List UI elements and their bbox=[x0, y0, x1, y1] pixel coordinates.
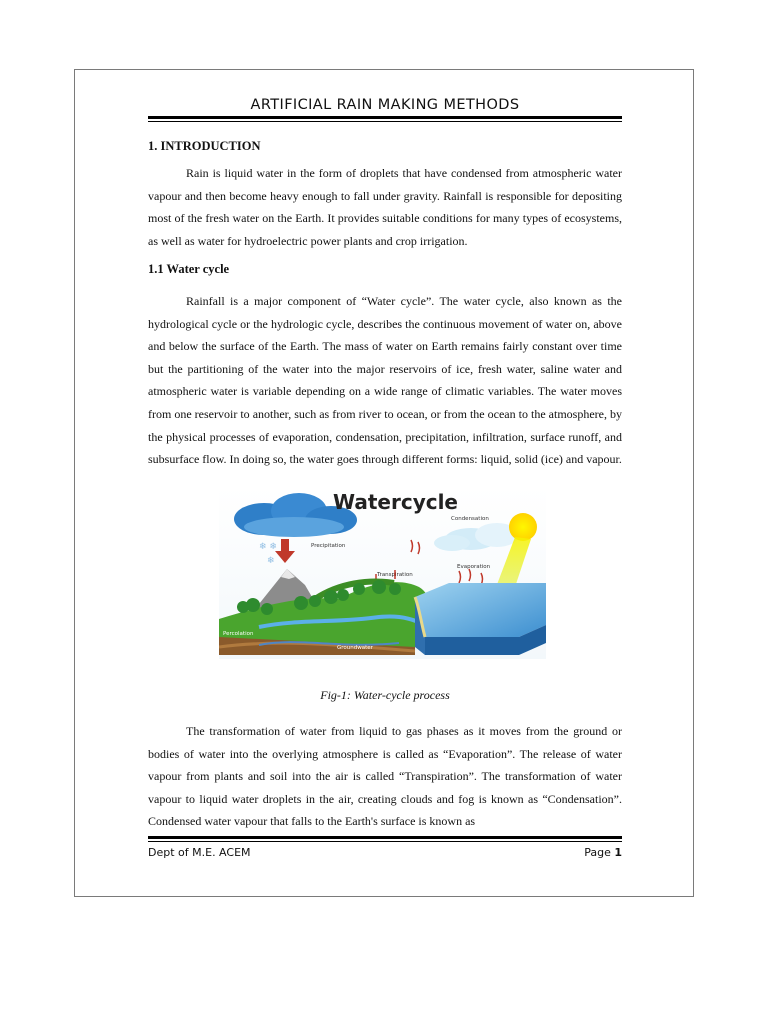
header-rule-thin bbox=[148, 121, 622, 122]
label-condensation: Condensation bbox=[451, 516, 489, 522]
svg-text:❄ ❄: ❄ ❄ bbox=[259, 542, 277, 552]
header-rule-thick bbox=[148, 116, 622, 119]
footer-department: Dept of M.E. ACEM bbox=[148, 846, 251, 859]
water-cycle-paragraph: Rainfall is a major component of “Water cycle”. The water cycle, also known as the hydrological cycle or the hydrologic cycle, describes the continuous movement of water on, above and below the surface of the Earth. The mass of water on Earth remains fairly constant over time but the partitioning of the water into the major reservoirs of ice, fresh water, saline water and atmospheric water is variable depending on a wide range of climatic variables. The water moves from one reservoir to another, such as from river to ocean, or from the ocean to the atmosphere, by the physical processes of evaporation, condensation, precipitation, infiltration, surface runoff, and subsurface flow. In doing so, the water goes through different forms: liquid, solid (ice) and vapour. bbox=[148, 294, 622, 467]
section-heading-water-cycle: 1.1 Water cycle bbox=[148, 262, 230, 276]
label-transpiration: Transpiration bbox=[377, 572, 413, 578]
footer-rule-thin bbox=[148, 841, 622, 842]
page-number: 1 bbox=[614, 846, 622, 859]
label-groundwater: Groundwater bbox=[337, 645, 373, 651]
water-cycle-figure bbox=[219, 487, 546, 659]
svg-text:❄: ❄ bbox=[267, 556, 275, 566]
transformation-paragraph: The transformation of water from liquid to gas phases as it moves from the ground or bodies of water into the overlying atmosphere is called as “Evaporation”. The release of water vapour from plants and soil into the air is called “Transpiration”. The transformation of water vapour to liquid water droplets in the air, creating clouds and fog is known as “Condensation”. Condensed water vapour that falls to the Earth's surface is known as bbox=[148, 724, 622, 829]
footer-page-number bbox=[584, 846, 622, 859]
figure-caption: Fig-1: Water-cycle process bbox=[320, 688, 450, 702]
sun-illustration bbox=[509, 513, 537, 541]
label-precipitation: Precipitation bbox=[311, 543, 346, 549]
document-title: ARTIFICIAL RAIN MAKING METHODS bbox=[250, 97, 520, 113]
intro-paragraph: Rain is liquid water in the form of droplets that have condensed from atmospheric water vapour and then become heavy enough to fall under gravity. Rainfall is responsible for depositing most of the fresh water on the Earth. It provides suitable conditions for many types of ecosystems, as well as water for hydroelectric power plants and crop irrigation. bbox=[148, 166, 622, 248]
footer-rule-thick bbox=[148, 836, 622, 839]
label-percolation: Percolation bbox=[223, 631, 254, 637]
figure-title: Watercycle bbox=[333, 490, 458, 514]
section-heading-introduction: 1. INTRODUCTION bbox=[148, 139, 261, 153]
page-label: Page bbox=[584, 846, 615, 859]
label-evaporation: Evaporation bbox=[457, 564, 491, 570]
